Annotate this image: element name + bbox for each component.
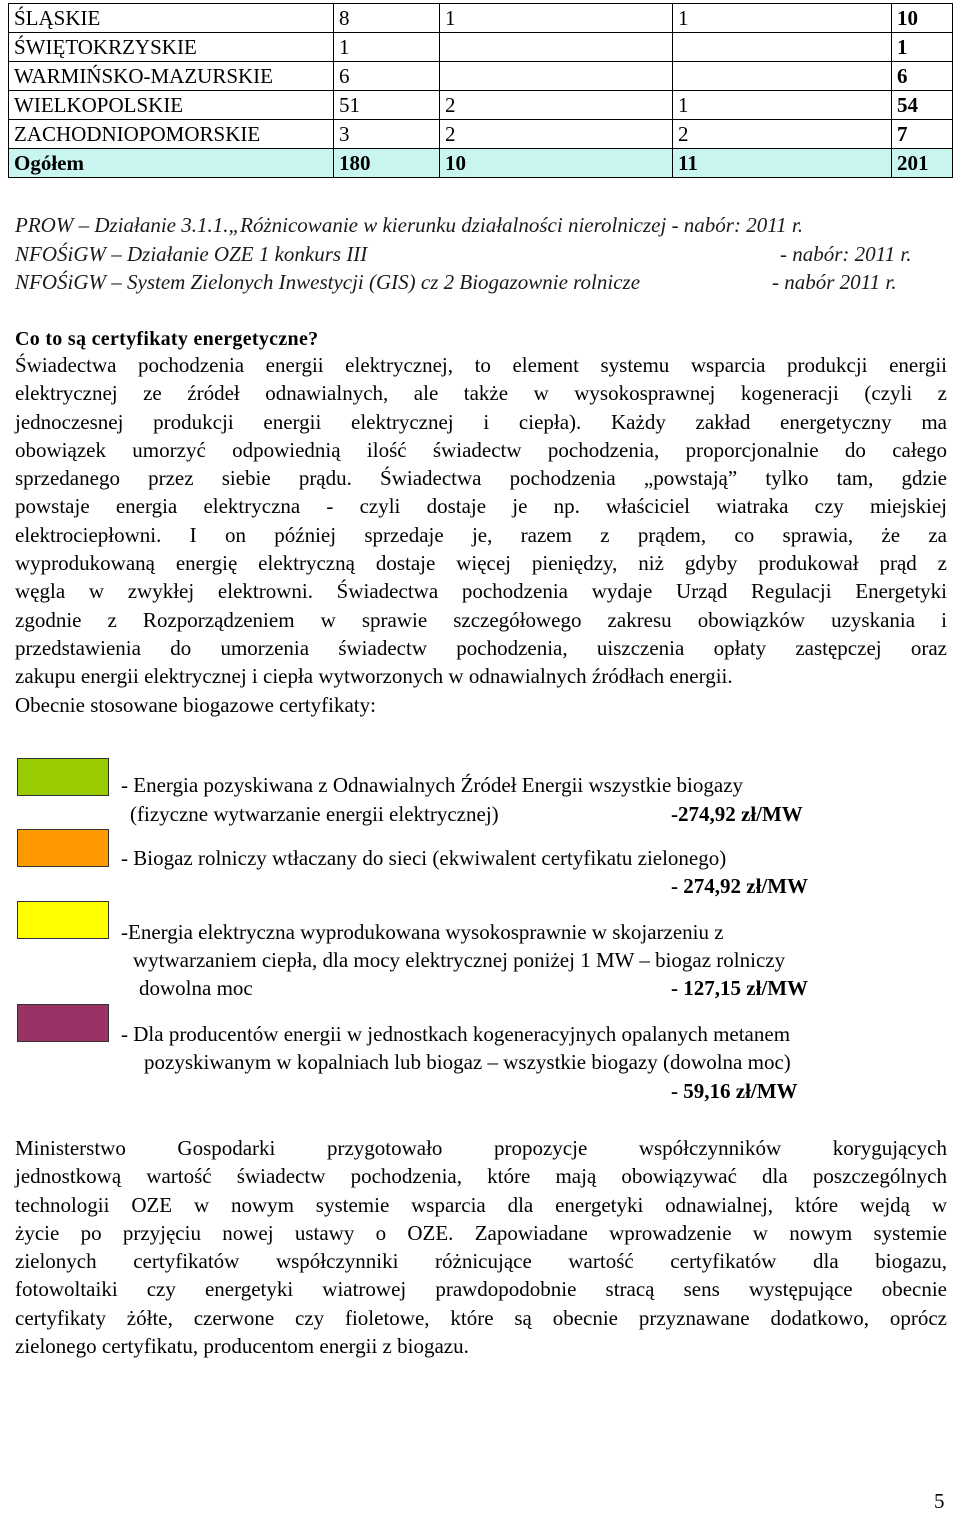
- table-row: [9, 62, 953, 91]
- text-line: węgla w zwykłej elektrowni. Świadectwa pochodzenia wydaje Urząd Regulacji Energetyki: [15, 579, 947, 604]
- program-nabor: - nabór: 2011 r.: [780, 242, 912, 266]
- table-cell: [673, 62, 892, 91]
- table-cell: 1: [334, 33, 440, 62]
- text-line: jednostkową wartość świadectw pochodzenia, które mają obowiązywać dla poszczególnych: [15, 1164, 947, 1189]
- certificate-line: (fizyczne wytwarzanie energii elektrycznej): [130, 802, 499, 826]
- program-line: [15, 240, 945, 268]
- table-cell: ŚWIĘTOKRZYSKIE: [9, 33, 334, 62]
- table-cell: 7: [892, 120, 953, 149]
- table-cell: 6: [892, 62, 953, 91]
- table-cell: 8: [334, 4, 440, 33]
- table-cell: 180: [334, 149, 440, 178]
- table-cell: 2: [673, 120, 892, 149]
- text-line: sprzedanego przez siebie prądu. Świadectwa pochodzenia „powstają” tylko tam, gdzie: [15, 466, 947, 491]
- table-cell: 10: [440, 149, 673, 178]
- table-cell: 1: [673, 4, 892, 33]
- green-certificate-swatch: [17, 758, 109, 796]
- table-cell: [440, 62, 673, 91]
- text-line: zielonych certyfikatów współczynniki różnicujące wartość certyfikatów dla biogazu,: [15, 1249, 947, 1274]
- table-cell: 201: [892, 149, 953, 178]
- table-cell: 10: [892, 4, 953, 33]
- text-line: powstaje energia elektryczna - czyli dostaje je np. właściciel wiatraka czy miejskiej: [15, 494, 947, 519]
- text-line: obowiązek umorzyć odpowiednią ilość świadectw pochodzenia, proporcjonalnie do całego: [15, 437, 947, 462]
- text-line: elektrycznej ze źródeł odnawialnych, ale także w wysokosprawnej kogeneracji (czyli z: [15, 381, 947, 406]
- paragraph-certificates: [15, 351, 947, 719]
- page-number: 5: [934, 1489, 945, 1513]
- text-line: elektrociepłowni. I on później sprzedaje je, razem z prądem, co sprawia, że za: [15, 522, 947, 547]
- table-row: [9, 120, 953, 149]
- text-line: życie po przyjęciu nowej ustawy o OZE. Zapowiadane wprowadzenie w nowym systemie: [15, 1220, 947, 1245]
- table-cell: 2: [440, 91, 673, 120]
- table-row: [9, 4, 953, 33]
- table-cell: 11: [673, 149, 892, 178]
- program-line: [15, 211, 803, 239]
- table-cell: [440, 33, 673, 62]
- table-cell: WIELKOPOLSKIE: [9, 91, 334, 120]
- table-cell: ŚLĄSKIE: [9, 4, 334, 33]
- price-value: -274,92 zł/MW: [671, 802, 803, 826]
- table-cell: 1: [440, 4, 673, 33]
- table-cell: 1: [673, 91, 892, 120]
- program-text: NFOŚiGW – System Zielonych Inwestycji (GIS) cz 2 Biogazownie rolnicze: [15, 270, 641, 294]
- text-line: Świadectwa pochodzenia energii elektrycznej, to element systemu wsparcia produkcji energii: [15, 353, 947, 377]
- text-line: wyprodukowaną energię elektryczną dostaje więcej pieniędzy, niż gdyby produkował prąd z: [15, 551, 947, 576]
- table-cell: 3: [334, 120, 440, 149]
- price-value: - 59,16 zł/MW: [671, 1079, 798, 1103]
- table-row: [9, 33, 953, 62]
- table-row: [9, 91, 953, 120]
- certificate-line: dowolna moc: [139, 976, 253, 1000]
- paragraph-ministry: [15, 1134, 947, 1360]
- table-cell: [673, 33, 892, 62]
- certificate-price: [671, 1077, 798, 1105]
- certificate-line: -Energia elektryczna wyprodukowana wysokosprawnie w skojarzeniu z: [121, 920, 724, 944]
- text-line: zakupu energii elektrycznej i ciepła wytworzonych w odnawialnych źródłach energii.: [15, 664, 733, 689]
- price-value: - 127,15 zł/MW: [671, 976, 809, 1000]
- certificate-price: [671, 974, 808, 1002]
- table-cell: 2: [440, 120, 673, 149]
- certificate-line: pozyskiwanym w kopalniach lub biogaz – wszystkie biogazy (dowolna moc): [144, 1050, 791, 1074]
- section-heading: Co to są certyfikaty energetyczne?: [15, 328, 319, 350]
- yellow-certificate-swatch: [17, 901, 109, 939]
- table-cell: 1: [892, 33, 953, 62]
- certificate-line: - Energia pozyskiwana z Odnawialnych Źródeł Energii wszystkie biogazy: [121, 773, 744, 797]
- program-line: [15, 268, 945, 296]
- text-line: zgodnie z Rozporządzeniem w sprawie szczegółowego zakresu obowiązków uzyskania i: [15, 607, 947, 632]
- purple-certificate-swatch: [17, 1004, 109, 1042]
- table-cell: Ogółem: [9, 149, 334, 178]
- certificate-line: wytwarzaniem ciepła, dla mocy elektrycznej poniżej 1 MW – biogaz rolniczy: [133, 948, 786, 972]
- text-line: Ministerstwo Gospodarki przygotowało propozycje współczynników korygujących: [15, 1136, 947, 1160]
- text-line: jednoczesnej produkcji energii elektrycznej i ciepła). Każdy zakład energetyczny ma: [15, 409, 947, 434]
- program-nabor: - nabór 2011 r.: [772, 270, 897, 294]
- biogas-stats-table: [8, 3, 953, 178]
- program-text: PROW – Działanie 3.1.1.„Różnicowanie w kierunku działalności nierolniczej - nabór: 2011 r.: [15, 213, 804, 237]
- text-line: zielonego certyfikatu, producentom energii z biogazu.: [15, 1334, 469, 1359]
- text-line: technologii OZE w nowym systemie wsparcia dla energetyki odnawialnej, które wejdą w: [15, 1192, 947, 1217]
- table-cell: WARMIŃSKO-MAZURSKIE: [9, 62, 334, 91]
- table-cell: 54: [892, 91, 953, 120]
- text-line: Obecnie stosowane biogazowe certyfikaty:: [15, 692, 376, 717]
- certificate-line: - Biogaz rolniczy wtłaczany do sieci (ekwiwalent certyfikatu zielonego): [121, 846, 727, 870]
- certificate-price: [671, 800, 803, 828]
- certificate-line: - Dla producentów energii w jednostkach kogeneracyjnych opalanych metanem: [121, 1022, 791, 1046]
- text-line: certyfikaty żółte, czerwone czy fioletowe, które są obecnie przyznawane dodatkowo, oprócz: [15, 1305, 947, 1330]
- orange-certificate-swatch: [17, 829, 109, 867]
- price-value: - 274,92 zł/MW: [671, 874, 809, 898]
- table-total-row: [9, 149, 953, 178]
- table-cell: 6: [334, 62, 440, 91]
- table-cell: ZACHODNIOPOMORSKIE: [9, 120, 334, 149]
- table-cell: 51: [334, 91, 440, 120]
- text-line: przedstawienia do umorzenia świadectw pochodzenia, uiszczenia opłaty zastępczej oraz: [15, 635, 947, 660]
- program-text: NFOŚiGW – Działanie OZE 1 konkurs III: [15, 242, 368, 266]
- certificate-price: [671, 872, 808, 900]
- text-line: fotowoltaiki czy energetyki wiatrowej prawdopodobnie stracą sens występujące obecnie: [15, 1277, 947, 1302]
